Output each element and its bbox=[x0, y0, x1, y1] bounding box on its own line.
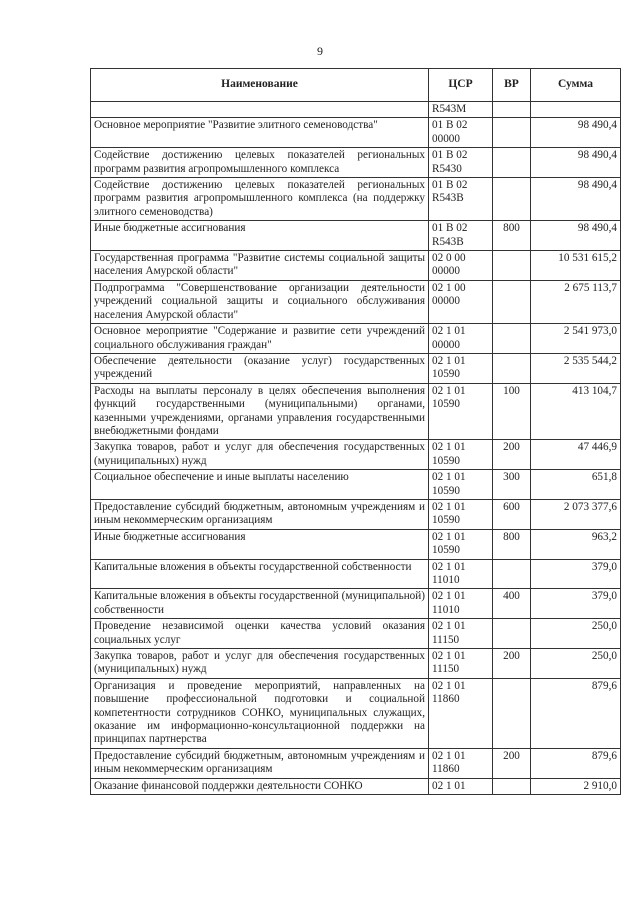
cell-sum: 879,6 bbox=[531, 678, 621, 748]
table-row bbox=[91, 470, 621, 500]
cell-sum: 98 490,4 bbox=[531, 118, 621, 148]
cell-csr: 02 1 01 11860 bbox=[429, 678, 493, 748]
table-row bbox=[91, 589, 621, 619]
cell-name: Иные бюджетные ассигнования bbox=[91, 529, 429, 559]
cell-name: Содействие достижению целевых показателей региональных программ развития агропромышленного комплекса bbox=[91, 148, 429, 178]
table-row bbox=[91, 559, 621, 589]
cell-csr: 02 1 01 10590 bbox=[429, 470, 493, 500]
cell-sum: 98 490,4 bbox=[531, 148, 621, 178]
cell-sum: 879,6 bbox=[531, 748, 621, 778]
table-row bbox=[91, 353, 621, 383]
table-row bbox=[91, 221, 621, 251]
cell-vr bbox=[493, 102, 531, 118]
cell-vr bbox=[493, 324, 531, 354]
table-row bbox=[91, 148, 621, 178]
cell-name: Государственная программа "Развитие системы социальной защиты населения Амурской области" bbox=[91, 251, 429, 281]
cell-sum: 2 073 377,6 bbox=[531, 499, 621, 529]
cell-name: Основное мероприятие "Развитие элитного семеноводства" bbox=[91, 118, 429, 148]
cell-name: Закупка товаров, работ и услуг для обеспечения государственных (муниципальных) нужд bbox=[91, 649, 429, 679]
cell-vr bbox=[493, 619, 531, 649]
table-row bbox=[91, 178, 621, 221]
cell-csr: 02 1 01 11860 bbox=[429, 748, 493, 778]
cell-name: Содействие достижению целевых показателей региональных программ развития агропромышленного комплекса (на поддержку элитного семеноводства) bbox=[91, 178, 429, 221]
column-header-name: Наименование bbox=[91, 69, 429, 102]
cell-csr: R543M bbox=[429, 102, 493, 118]
cell-name: Социальное обеспечение и иные выплаты населению bbox=[91, 470, 429, 500]
cell-vr bbox=[493, 251, 531, 281]
cell-sum: 379,0 bbox=[531, 559, 621, 589]
cell-sum: 2 675 113,7 bbox=[531, 280, 621, 323]
cell-name bbox=[91, 102, 429, 118]
cell-csr: 02 0 00 00000 bbox=[429, 251, 493, 281]
cell-sum: 2 910,0 bbox=[531, 778, 621, 794]
cell-vr bbox=[493, 559, 531, 589]
cell-vr bbox=[493, 353, 531, 383]
cell-vr bbox=[493, 778, 531, 794]
cell-sum: 2 541 973,0 bbox=[531, 324, 621, 354]
cell-name: Предоставление субсидий бюджетным, автономным учреждениям и иным некоммерческим организациям bbox=[91, 748, 429, 778]
cell-vr: 300 bbox=[493, 470, 531, 500]
cell-csr: 02 1 01 bbox=[429, 778, 493, 794]
cell-csr: 02 1 01 11150 bbox=[429, 619, 493, 649]
cell-sum bbox=[531, 102, 621, 118]
cell-name: Подпрограмма "Совершенствование организации деятельности учреждений социальной защиты и социального обслуживания населения Амурской области" bbox=[91, 280, 429, 323]
table-row bbox=[91, 748, 621, 778]
cell-csr: 02 1 01 10590 bbox=[429, 353, 493, 383]
cell-sum: 413 104,7 bbox=[531, 383, 621, 440]
cell-name: Обеспечение деятельности (оказание услуг) государственных учреждений bbox=[91, 353, 429, 383]
column-header-csr: ЦСР bbox=[429, 69, 493, 102]
cell-name: Оказание финансовой поддержки деятельности СОНКО bbox=[91, 778, 429, 794]
cell-name: Расходы на выплаты персоналу в целях обеспечения выполнения функций государственными (муниципальными) органами, казенными учреждениями, органами управления государственными внебюджетными фондами bbox=[91, 383, 429, 440]
cell-sum: 379,0 bbox=[531, 589, 621, 619]
cell-csr: 01 В 02 R543В bbox=[429, 178, 493, 221]
cell-csr: 02 1 01 11150 bbox=[429, 649, 493, 679]
cell-csr: 02 1 01 10590 bbox=[429, 440, 493, 470]
cell-csr: 02 1 01 10590 bbox=[429, 499, 493, 529]
table-row bbox=[91, 619, 621, 649]
cell-csr: 02 1 00 00000 bbox=[429, 280, 493, 323]
budget-table bbox=[90, 68, 621, 795]
column-header-vr: ВР bbox=[493, 69, 531, 102]
table-row bbox=[91, 324, 621, 354]
cell-sum: 98 490,4 bbox=[531, 178, 621, 221]
cell-vr: 800 bbox=[493, 529, 531, 559]
cell-name: Капитальные вложения в объекты государственной собственности bbox=[91, 559, 429, 589]
cell-vr bbox=[493, 148, 531, 178]
table-row bbox=[91, 778, 621, 794]
cell-csr: 01 В 02 R543В bbox=[429, 221, 493, 251]
table-row bbox=[91, 649, 621, 679]
cell-sum: 250,0 bbox=[531, 649, 621, 679]
cell-vr: 200 bbox=[493, 440, 531, 470]
cell-name: Иные бюджетные ассигнования bbox=[91, 221, 429, 251]
cell-sum: 250,0 bbox=[531, 619, 621, 649]
cell-vr: 100 bbox=[493, 383, 531, 440]
table-row bbox=[91, 102, 621, 118]
table-row bbox=[91, 383, 621, 440]
cell-csr: 02 1 01 11010 bbox=[429, 589, 493, 619]
cell-csr: 01 В 02 00000 bbox=[429, 118, 493, 148]
cell-name: Закупка товаров, работ и услуг для обеспечения государственных (муниципальных) нужд bbox=[91, 440, 429, 470]
table-row bbox=[91, 529, 621, 559]
cell-vr: 800 bbox=[493, 221, 531, 251]
cell-name: Организация и проведение мероприятий, направленных на повышение профессиональной подготовки и социальной компетентности сотрудников СОНКО, муниципальных служащих, оказание им информационно-консультационной поддержки на принципах партнерства bbox=[91, 678, 429, 748]
cell-name: Проведение независимой оценки качества условий оказания социальных услуг bbox=[91, 619, 429, 649]
cell-csr: 02 1 01 10590 bbox=[429, 529, 493, 559]
cell-csr: 02 1 01 11010 bbox=[429, 559, 493, 589]
cell-sum: 98 490,4 bbox=[531, 221, 621, 251]
cell-csr: 01 В 02 R5430 bbox=[429, 148, 493, 178]
cell-vr bbox=[493, 178, 531, 221]
cell-vr bbox=[493, 118, 531, 148]
table-row bbox=[91, 678, 621, 748]
cell-name: Основное мероприятие "Содержание и развитие сети учреждений социального обслуживания граждан" bbox=[91, 324, 429, 354]
cell-sum: 47 446,9 bbox=[531, 440, 621, 470]
cell-sum: 651,8 bbox=[531, 470, 621, 500]
cell-sum: 2 535 544,2 bbox=[531, 353, 621, 383]
cell-csr: 02 1 01 10590 bbox=[429, 383, 493, 440]
cell-name: Капитальные вложения в объекты государственной (муниципальной) собственности bbox=[91, 589, 429, 619]
cell-vr: 400 bbox=[493, 589, 531, 619]
cell-vr: 200 bbox=[493, 748, 531, 778]
table-row bbox=[91, 280, 621, 323]
column-header-sum: Сумма bbox=[531, 69, 621, 102]
table-row bbox=[91, 499, 621, 529]
table-row bbox=[91, 440, 621, 470]
table-row bbox=[91, 118, 621, 148]
table-header-row bbox=[91, 69, 621, 102]
cell-vr bbox=[493, 678, 531, 748]
cell-vr bbox=[493, 280, 531, 323]
cell-csr: 02 1 01 00000 bbox=[429, 324, 493, 354]
cell-name: Предоставление субсидий бюджетным, автономным учреждениям и иным некоммерческим организациям bbox=[91, 499, 429, 529]
cell-vr: 200 bbox=[493, 649, 531, 679]
cell-vr: 600 bbox=[493, 499, 531, 529]
page-number: 9 bbox=[317, 44, 323, 58]
table-row bbox=[91, 251, 621, 281]
cell-sum: 10 531 615,2 bbox=[531, 251, 621, 281]
cell-sum: 963,2 bbox=[531, 529, 621, 559]
